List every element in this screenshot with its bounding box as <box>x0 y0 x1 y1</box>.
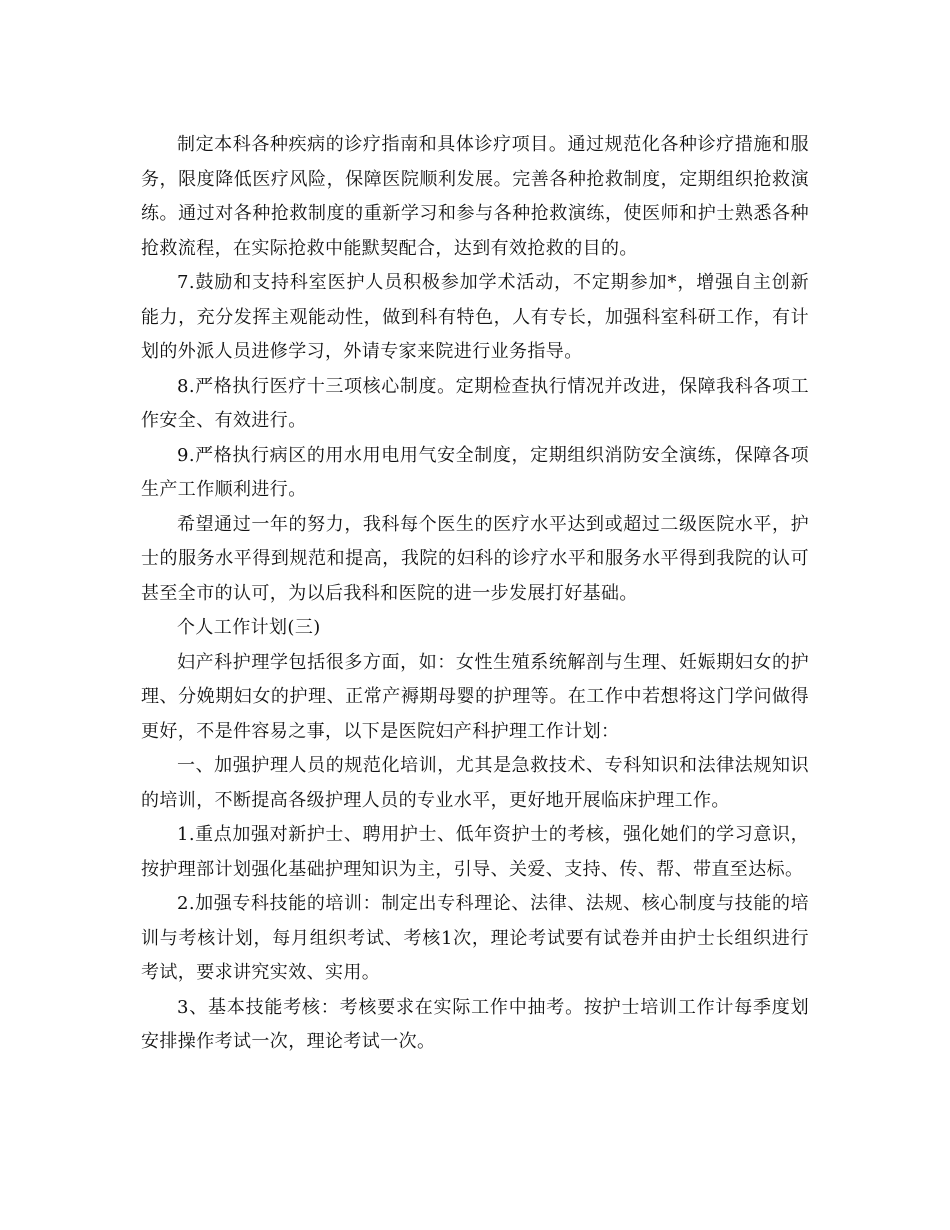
paragraph-obstetric-nursing-intro: 妇产科护理学包括很多方面，如：女性生殖系统解剖与生理、妊娠期妇女的护理、分娩期妇女的护理、正常产褥期母婴的护理等。在工作中若想将这门学问做得更好，不是件容易之事，以下是医院妇产科护理工作计划： <box>141 651 809 742</box>
paragraph-diagnosis-guidelines: 制定本科各种疾病的诊疗指南和具体诊疗项目。通过规范化各种诊疗措施和服务，限度降低医疗风险，保障医院顺利发展。完善各种抢救制度，定期组织抢救演练。通过对各种抢救制度的重新学习和参与各种抢救演练，使医师和护士熟悉各种抢救流程，在实际抢救中能默契配合，达到有效抢救的目的。 <box>141 134 809 259</box>
paragraph-item-8: 8.严格执行医疗十三项核心制度。定期检查执行情况并改进，保障我科各项工作安全、有效进行。 <box>141 375 809 431</box>
paragraph-hope: 希望通过一年的努力，我科每个医生的医疗水平达到或超过二级医院水平，护士的服务水平得到规范和提高，我院的妇科的诊疗水平和服务水平得到我院的认可甚至全市的认可，为以后我科和医院的进一步发展打好基础。 <box>141 513 809 604</box>
document-body <box>141 128 809 1060</box>
paragraph-section-1: 一、加强护理人员的规范化培训，尤其是急救技术、专科知识和法律法规知识的培训，不断提高各级护理人员的专业水平，更好地开展临床护理工作。 <box>141 755 809 811</box>
section-heading-plan-3: 个人工作计划(三) <box>177 617 321 638</box>
paragraph-item-3: 3、基本技能考核：考核要求在实际工作中抽考。按护士培训工作计每季度划安排操作考试一次，理论考试一次。 <box>141 996 809 1052</box>
paragraph-item-7: 7.鼓励和支持科室医护人员积极参加学术活动，不定期参加*，增强自主创新能力，充分发挥主观能动性，做到科有特色，人有专长，加强科室科研工作，有计划的外派人员进修学习，外请专家来院进行业务指导。 <box>141 272 809 362</box>
paragraph-item-9: 9.严格执行病区的用水用电用气安全制度，定期组织消防安全演练，保障各项生产工作顺利进行。 <box>141 444 809 500</box>
paragraph-item-2: 2.加强专科技能的培训：制定出专科理论、法律、法规、核心制度与技能的培训与考核计划，每月组织考试、考核1次，理论考试要有试卷并由护士长组织进行考试，要求讲究实效、实用。 <box>141 893 809 983</box>
paragraph-item-1: 1.重点加强对新护士、聘用护士、低年资护士的考核，强化她们的学习意识，按护理部计划强化基础护理知识为主，引导、关爱、支持、传、帮、带直至达标。 <box>141 824 809 880</box>
